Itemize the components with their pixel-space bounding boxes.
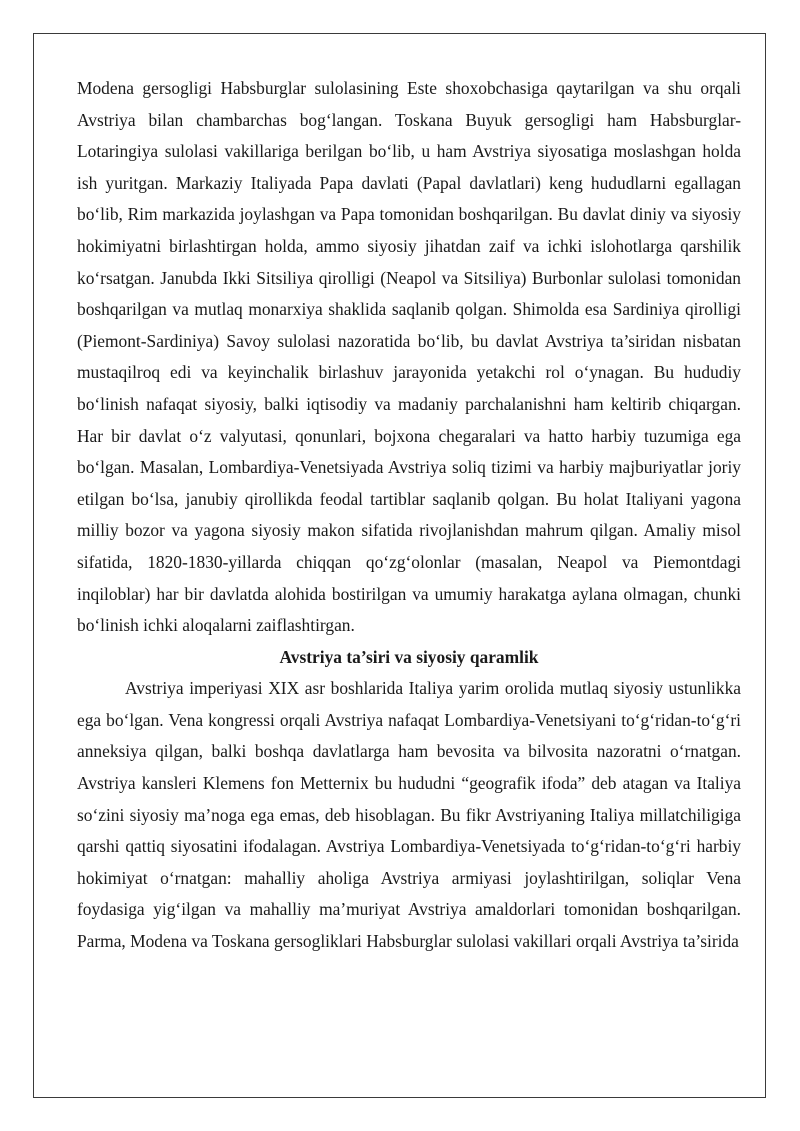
paragraph-1: Modena gersogligi Habsburglar sulolasining Este shoxobchasiga qaytarilgan va shu orqali Avstriya bilan chambarchas bog‘langan. Toskana Buyuk gersogligi ham Habsburglar-Lotaringiya sulolasi vakillariga berilgan bo‘lib, u ham Avstriya siyosatiga moslashgan holda ish yuritgan. Markaziy Italiyada Papa davlati (Papal davlatlari) keng hududlarni egallagan bo‘lib, Rim markazida joylashgan va Papa tomonidan boshqarilgan. Bu davlat diniy va siyosiy hokimiyatni birlashtirgan holda, ammo siyosiy jihatdan zaif va ichki islohotlarga qarshilik ko‘rsatgan. Janubda Ikki Sitsiliya qirolligi (Neapol va Sitsiliya) Burbonlar sulolasi tomonidan boshqarilgan va mutlaq monarxiya shaklida saqlanib qolgan. Shimolda esa Sardiniya qirolligi (Piemont-Sardiniya) Savoy sulolasi nazoratida bo‘lib, bu davlat Avstriya ta’siridan nisbatan mustaqilroq edi va keyinchalik birlashuv jarayonida yetakchi rol o‘ynagan. Bu hududiy bo‘linish nafaqat siyosiy, balki iqtisodiy va madaniy parchalanishni ham keltirib chiqargan. Har bir davlat o‘z valyutasi, qonunlari, bojxona chegaralari va hatto harbiy tuzumiga ega bo‘lgan. Masalan, Lombardiya-Venetsiyada Avstriya soliq tizimi va harbiy majburiyatlar joriy etilgan bo‘lsa, janubiy qirollikda feodal tartiblar saqlanib qolgan. Bu holat Italiyani yagona milliy bozor va yagona siyosiy makon sifatida rivojlanishdan mahrum qilgan. Amaliy misol sifatida, 1820-1830-yillarda chiqqan qo‘zg‘olonlar (masalan, Neapol va Piemontdagi inqiloblar) har bir davlatda alohida bostirilgan va umumiy harakatga aylana olmagan, chunki bo‘linish ichki aloqalarni zaiflashtirgan. [77,78,741,636]
paragraph-2: Avstriya imperiyasi XIX asr boshlarida Italiya yarim orolida mutlaq siyosiy ustunlikka ega bo‘lgan. Vena kongressi orqali Avstriya nafaqat Lombardiya-Venetsiyani to‘g‘ridan-to‘g‘ri anneksiya qilgan, balki boshqa davlatlarga ham bevosita va bilvosita nazoratni o‘rnatgan. Avstriya kansleri Klemens fon Metternix bu hududni “geografik ifoda” deb atagan va Italiya so‘zini siyosiy ma’noga ega emas, deb hisoblagan. Bu fikr Avstriyaning Italiya millatchiligiga qarshi qattiq siyosatini ifodalagan. Avstriya Lombardiya-Venetsiyada to‘g‘ridan-to‘g‘ri harbiy hokimiyat o‘rnatgan: mahalliy aholiga Avstriya armiyasi joylashtirilgan, soliqlar Vena foydasiga yig‘ilgan va mahalliy ma’muriyat Avstriya amaldorlari tomonidan boshqarilgan. Parma, Modena va Toskana gersogliklari Habsburglar sulolasi vakillari orqali Avstriya ta’sirida [77,678,741,952]
section-heading: Avstriya ta’siri va siyosiy qaramlik [279,646,539,667]
document-body [77,73,741,958]
